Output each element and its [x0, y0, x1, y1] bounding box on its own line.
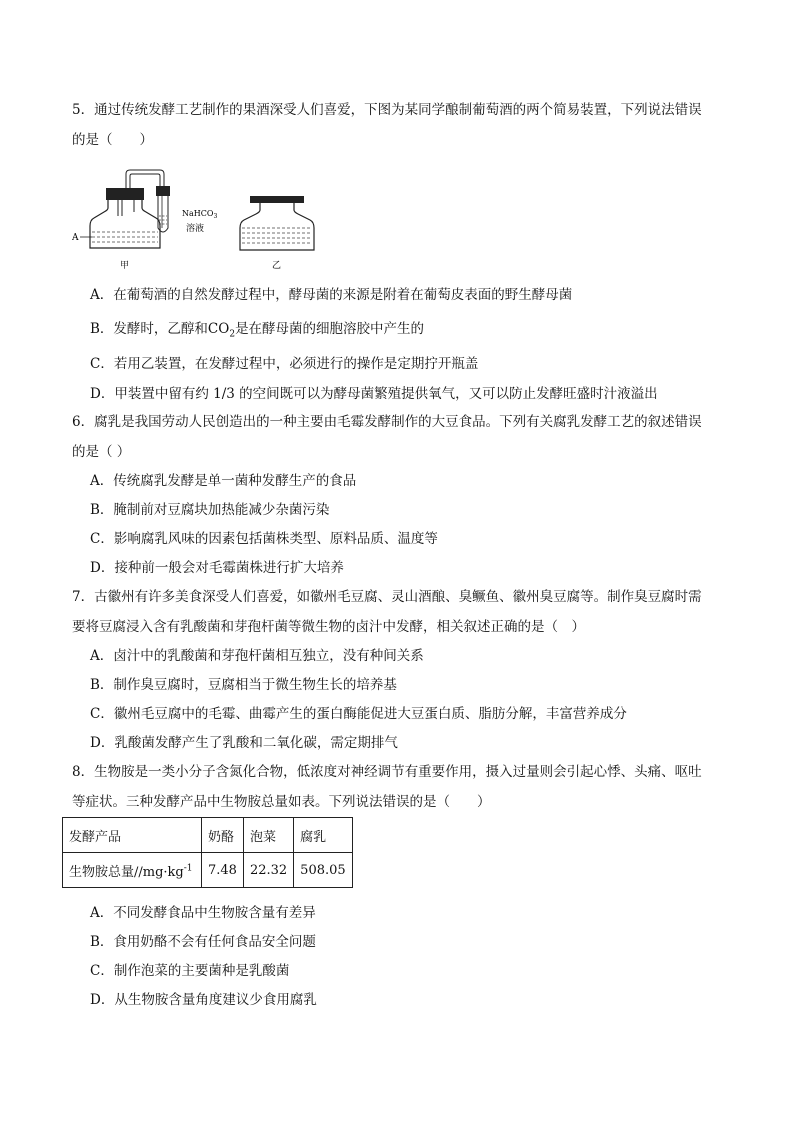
biogenic-amine-table	[62, 817, 353, 888]
svg-text:NaHCO3	[182, 209, 217, 220]
label-jia: 甲	[120, 261, 130, 271]
label-a: A	[72, 233, 79, 243]
q8-stem-line1: 8．生物胺是一类小分子含氮化合物，低浓度对神经调节有重要作用，摄入过量则会引起心悸、头痛、呕吐	[72, 764, 702, 780]
q7-option-a: A．卤汁中的乳酸菌和芽孢杆菌相互独立，没有种间关系	[90, 648, 424, 664]
q6-stem-line2: 的是（ ）	[72, 444, 131, 460]
label-nahco3-sub: 3	[213, 213, 218, 220]
table-cell: 22.32	[243, 853, 293, 888]
q8-option-a: A．不同发酵食品中生物胺含量有差异	[90, 905, 316, 921]
q5-apparatus-figure	[72, 156, 332, 276]
table-cell: 7.48	[202, 853, 244, 888]
q5-stem-line2: 的是（ ）	[72, 132, 153, 148]
q5-option-c: C．若用乙装置，在发酵过程中，必须进行的操作是定期拧开瓶盖	[90, 356, 479, 372]
q6-option-a: A．传统腐乳发酵是单一菌种发酵生产的食品	[90, 473, 357, 489]
table-row-label: 生物胺总量$//mg\cdot kg^{-1}$	[63, 853, 202, 888]
q8-option-d: D．从生物胺含量角度建议少食用腐乳	[90, 992, 317, 1008]
q5-option-d: D．甲装置中留有约 1/3 的空间既可以为酵母菌繁殖提供氧气，又可以防止发酵旺盛时汁液溢出	[90, 386, 658, 402]
q6-option-d: D．接种前一般会对毛霉菌株进行扩大培养	[90, 560, 344, 576]
label-solution: 溶液	[186, 224, 205, 234]
table-cell: 508.05	[294, 853, 353, 888]
label-nahco3: NaHCO	[182, 209, 214, 218]
table-row	[63, 853, 353, 888]
q5-stem-line1: 5．通过传统发酵工艺制作的果酒深受人们喜爱，下图为某同学酿制葡萄酒的两个简易装置，下列说法错误	[72, 102, 702, 118]
table-header-cell: 腐乳	[294, 818, 353, 853]
table-header-row	[63, 818, 353, 853]
q6-stem-line1: 6．腐乳是我国劳动人民创造出的一种主要由毛霉发酵制作的大豆食品。下列有关腐乳发酵工艺的叙述错误	[72, 414, 702, 430]
q7-stem-line2: 要将豆腐浸入含有乳酸菌和芽孢杆菌等微生物的卤汁中发酵，相关叙述正确的是（ ）	[72, 619, 585, 635]
q5-option-a: A．在葡萄酒的自然发酵过程中，酵母菌的来源是附着在葡萄皮表面的野生酵母菌	[90, 287, 573, 303]
q8-option-b: B．食用奶酪不会有任何食品安全问题	[90, 934, 316, 950]
table-header-cell: 发酵产品	[63, 818, 202, 853]
table-header-cell: 奶酪	[202, 818, 244, 853]
q6-option-c: C．影响腐乳风味的因素包括菌株类型、原料品质、温度等	[90, 531, 438, 547]
q8-stem-line2: 等症状。三种发酵产品中生物胺总量如表。下列说法错误的是（ ）	[72, 794, 491, 810]
q7-option-b: B．制作臭豆腐时，豆腐相当于微生物生长的培养基	[90, 677, 397, 693]
q7-stem-line1: 7．古徽州有许多美食深受人们喜爱，如徽州毛豆腐、灵山酒酿、臭鳜鱼、徽州臭豆腐等。制作臭豆腐时需	[72, 589, 702, 605]
q7-option-c: C．徽州毛豆腐中的毛霉、曲霉产生的蛋白酶能促进大豆蛋白质、脂肪分解，丰富营养成分	[90, 706, 627, 722]
q7-option-d: D．乳酸菌发酵产生了乳酸和二氧化碳，需定期排气	[90, 735, 398, 751]
table-header-cell: 泡菜	[243, 818, 293, 853]
q5-option-b: B．发酵时，乙醇和$CO_2$是在酵母菌的细胞溶胶中产生的	[90, 321, 425, 340]
q6-option-b: B．腌制前对豆腐块加热能减少杂菌污染	[90, 502, 330, 518]
q8-option-c: C．制作泡菜的主要菌种是乳酸菌	[90, 963, 290, 979]
label-yi: 乙	[272, 261, 282, 271]
